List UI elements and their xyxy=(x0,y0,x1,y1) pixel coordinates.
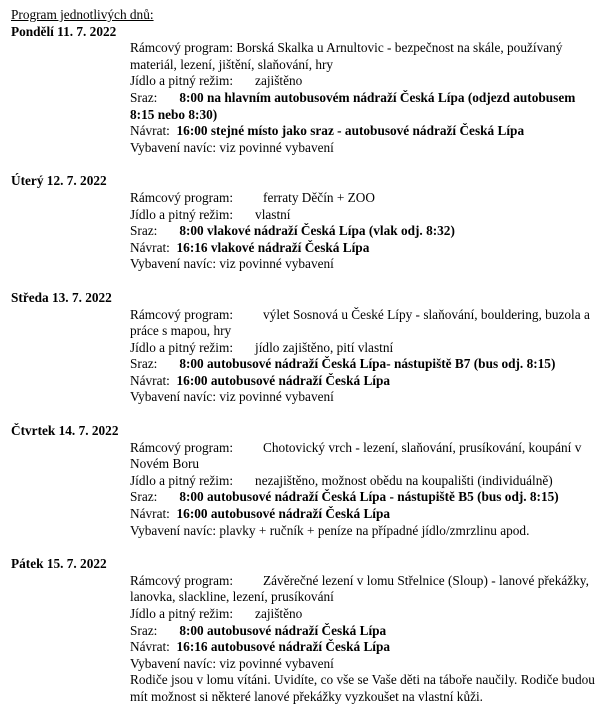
meet-label: Sraz: xyxy=(130,223,158,239)
day-details xyxy=(130,440,602,540)
gear-text: viz povinné vybavení xyxy=(219,256,334,272)
food-text: zajištěno xyxy=(255,606,303,621)
food-row xyxy=(130,340,602,357)
food-row xyxy=(130,207,602,224)
return-text: 16:16 vlakové nádraží Česká Lípa xyxy=(176,239,370,255)
food-row xyxy=(130,473,602,490)
gear-label: Vybavení navíc: xyxy=(130,522,217,538)
program-label: Rámcový program: xyxy=(130,572,234,588)
program-row xyxy=(130,440,602,473)
meet-text: 8:00 vlakové nádraží Česká Lípa (vlak odj. 8:32) xyxy=(179,223,455,239)
gear-row xyxy=(130,256,602,273)
meet-text: 8:00 autobusové nádraží Česká Lípa - nástupiště B5 (bus odj. 8:15) xyxy=(179,489,559,505)
gear-label: Vybavení navíc: xyxy=(130,655,217,671)
return-text: 16:16 autobusové nádraží Česká Lípa xyxy=(176,639,391,655)
gear-text: viz povinné vybavení xyxy=(219,655,334,671)
program-label: Rámcový program: xyxy=(130,306,234,322)
meet-label: Sraz: xyxy=(130,356,158,372)
program-label: Rámcový program: xyxy=(130,439,234,455)
food-text: vlastní xyxy=(255,206,291,222)
food-label: Jídlo a pitný režim: xyxy=(130,73,234,89)
day-section xyxy=(11,24,607,157)
food-label: Jídlo a pitný režim: xyxy=(130,206,234,222)
return-text: 16:00 stejné místo jako sraz - autobusové nádraží Česká Lípa xyxy=(176,123,525,139)
meet-row xyxy=(130,223,602,240)
return-text: 16:00 autobusové nádraží Česká Lípa xyxy=(176,506,391,522)
day-title: Čtvrtek 14. 7. 2022 xyxy=(11,423,119,439)
gear-text: viz povinné vybavení xyxy=(219,139,334,155)
meet-row xyxy=(130,489,602,506)
day-title: Pondělí 11. 7. 2022 xyxy=(11,23,117,39)
food-label: Jídlo a pitný režim: xyxy=(130,606,234,621)
program-document xyxy=(11,7,607,706)
return-row xyxy=(130,240,602,257)
return-row xyxy=(130,123,602,140)
gear-row xyxy=(130,656,602,673)
program-label: Rámcový program: xyxy=(130,189,234,205)
meet-label: Sraz: xyxy=(130,489,158,505)
day-title: Středa 13. 7. 2022 xyxy=(11,289,112,305)
meet-label: Sraz: xyxy=(130,89,158,105)
day-note: Rodiče jsou v lomu vítáni. Uvidíte, co vše se Vaše děti na táboře naučily. Rodiče budou mít možnost si některé lanové překážky vyzkoušet na vlastní kůži. xyxy=(130,672,595,704)
gear-row xyxy=(130,523,602,540)
day-section xyxy=(11,423,607,539)
return-row xyxy=(130,373,602,390)
return-label: Návrat: xyxy=(130,123,170,139)
program-row xyxy=(130,307,602,340)
gear-text: plavky + ručník + peníze na případné jídlo/zmrzlinu apod. xyxy=(219,522,530,538)
return-label: Návrat: xyxy=(130,372,170,388)
program-row xyxy=(130,190,602,207)
gear-label: Vybavení navíc: xyxy=(130,256,217,272)
gear-text: viz povinné vybavení xyxy=(219,389,334,405)
food-row xyxy=(130,606,602,623)
day-details xyxy=(130,190,602,273)
food-label: Jídlo a pitný režim: xyxy=(130,339,234,355)
program-text: Závěrečné lezení v lomu Střelnice (Sloup) - lanové překážky, lanovka, slackline, lezení, prusíkování xyxy=(130,572,589,605)
program-text: výlet Sosnová u České Lípy - slaňování, bouldering, buzola a práce s mapou, hry xyxy=(130,306,590,339)
return-row xyxy=(130,639,602,656)
food-text: nezajištěno, možnost obědu na koupališti (individuálně) xyxy=(255,472,553,488)
day-title: Pátek 15. 7. 2022 xyxy=(11,556,107,572)
meet-text: 8:00 autobusové nádraží Česká Lípa- nástupiště B7 (bus odj. 8:15) xyxy=(179,356,556,372)
meet-text: 8:00 autobusové nádraží Česká Lípa xyxy=(179,622,387,638)
meet-text: 8:00 na hlavním autobusovém nádraží Česká Lípa (odjezd autobusem 8:15 nebo 8:30) xyxy=(130,89,576,122)
meet-row xyxy=(130,623,602,640)
day-details xyxy=(130,307,602,407)
gear-row xyxy=(130,389,602,406)
program-text: Chotovický vrch - lezení, slaňování, prusíkování, koupání v Novém Boru xyxy=(130,439,582,472)
program-row xyxy=(130,573,602,606)
return-label: Návrat: xyxy=(130,239,170,255)
food-row xyxy=(130,73,602,90)
return-row xyxy=(130,506,602,523)
program-text: Borská Skalka u Arnultovic - bezpečnost na skále, používaný materiál, lezení, jištění, slaňování, hry xyxy=(130,40,563,72)
day-details xyxy=(130,40,602,156)
program-text: ferraty Děčín + ZOO xyxy=(263,189,376,205)
meet-row xyxy=(130,90,602,123)
return-text: 16:00 autobusové nádraží Česká Lípa xyxy=(176,372,391,388)
gear-label: Vybavení navíc: xyxy=(130,139,217,155)
program-label: Rámcový program: xyxy=(130,40,234,56)
gear-label: Vybavení navíc: xyxy=(130,389,217,405)
day-section xyxy=(11,173,607,273)
food-label: Jídlo a pitný režim: xyxy=(130,472,234,488)
day-section xyxy=(11,556,607,705)
meet-row xyxy=(130,356,602,373)
page-heading: Program jednotlivých dnů: xyxy=(11,7,154,22)
return-label: Návrat: xyxy=(130,639,170,655)
return-label: Návrat: xyxy=(130,506,170,522)
food-text: zajištěno xyxy=(255,73,303,89)
gear-row xyxy=(130,140,602,157)
program-row xyxy=(130,40,602,73)
day-title: Úterý 12. 7. 2022 xyxy=(11,173,107,189)
food-text: jídlo zajištěno, pití vlastní xyxy=(255,339,394,355)
meet-label: Sraz: xyxy=(130,622,158,638)
day-details xyxy=(130,573,602,706)
day-section xyxy=(11,290,607,406)
